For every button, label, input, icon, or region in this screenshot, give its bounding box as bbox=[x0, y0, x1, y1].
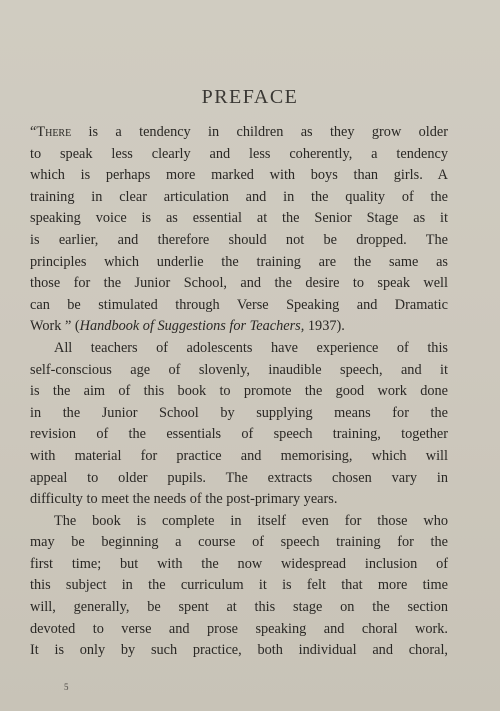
text-line: speaking voice is as essential at the Senior Stage as it bbox=[30, 210, 448, 227]
citation-title: Handbook of Suggestions for Teachers, bbox=[79, 318, 305, 335]
text-line: training in clear articulation and in the quality of the bbox=[30, 188, 448, 205]
paragraph-2 bbox=[30, 338, 448, 511]
text-line: will, generally, be spent at this stage on the section bbox=[30, 599, 448, 616]
text-line: self-conscious age of slovenly, inaudible speech, and it bbox=[30, 361, 448, 378]
text-line: in the Junior School by supplying means for the bbox=[30, 404, 448, 421]
text-line: principles which underlie the training are the same as bbox=[30, 253, 448, 270]
text-line: revision of the essentials of speech training, together bbox=[30, 426, 448, 443]
text-line: The book is complete in itself even for those who bbox=[54, 512, 448, 529]
text-line: is the aim of this book to promote the good work done bbox=[30, 383, 448, 400]
text-line: first time; but with the now widespread inclusion of bbox=[30, 555, 448, 572]
text-line: appeal to older pupils. The extracts chosen vary in bbox=[30, 469, 448, 486]
text-line: can be stimulated through Verse Speaking and Dramatic bbox=[30, 296, 448, 313]
text-line: which is perhaps more marked with boys than girls. A bbox=[30, 167, 448, 184]
text-line: Work ” (Handbook of Suggestions for Teachers, 1937). bbox=[30, 318, 345, 335]
text-line: devoted to verse and prose speaking and choral work. bbox=[30, 620, 448, 637]
paragraph-3 bbox=[30, 511, 448, 662]
page-number: 5 bbox=[64, 682, 69, 692]
text-line: those for the Junior School, and the desire to speak well bbox=[30, 275, 448, 292]
page-title: PREFACE bbox=[201, 86, 299, 108]
text-line: It is only by such practice, both individual and choral, bbox=[30, 642, 448, 659]
text-line: difficulty to meet the needs of the post-primary years. bbox=[30, 491, 338, 508]
text-line: this subject in the curriculum it is felt that more time bbox=[30, 577, 448, 594]
text-line: with material for practice and memorising, which will bbox=[30, 447, 448, 464]
paragraph-1 bbox=[30, 122, 448, 338]
text-line: All teachers of adolescents have experience of this bbox=[54, 339, 448, 356]
text-line: is earlier, and therefore should not be dropped. The bbox=[30, 231, 448, 248]
preface-body bbox=[30, 122, 448, 662]
text-line: to speak less clearly and less coherently, a tendency bbox=[30, 145, 448, 162]
text-line: may be beginning a course of speech training for the bbox=[30, 534, 448, 551]
text-line: “There is a tendency in children as they grow older bbox=[30, 124, 448, 140]
